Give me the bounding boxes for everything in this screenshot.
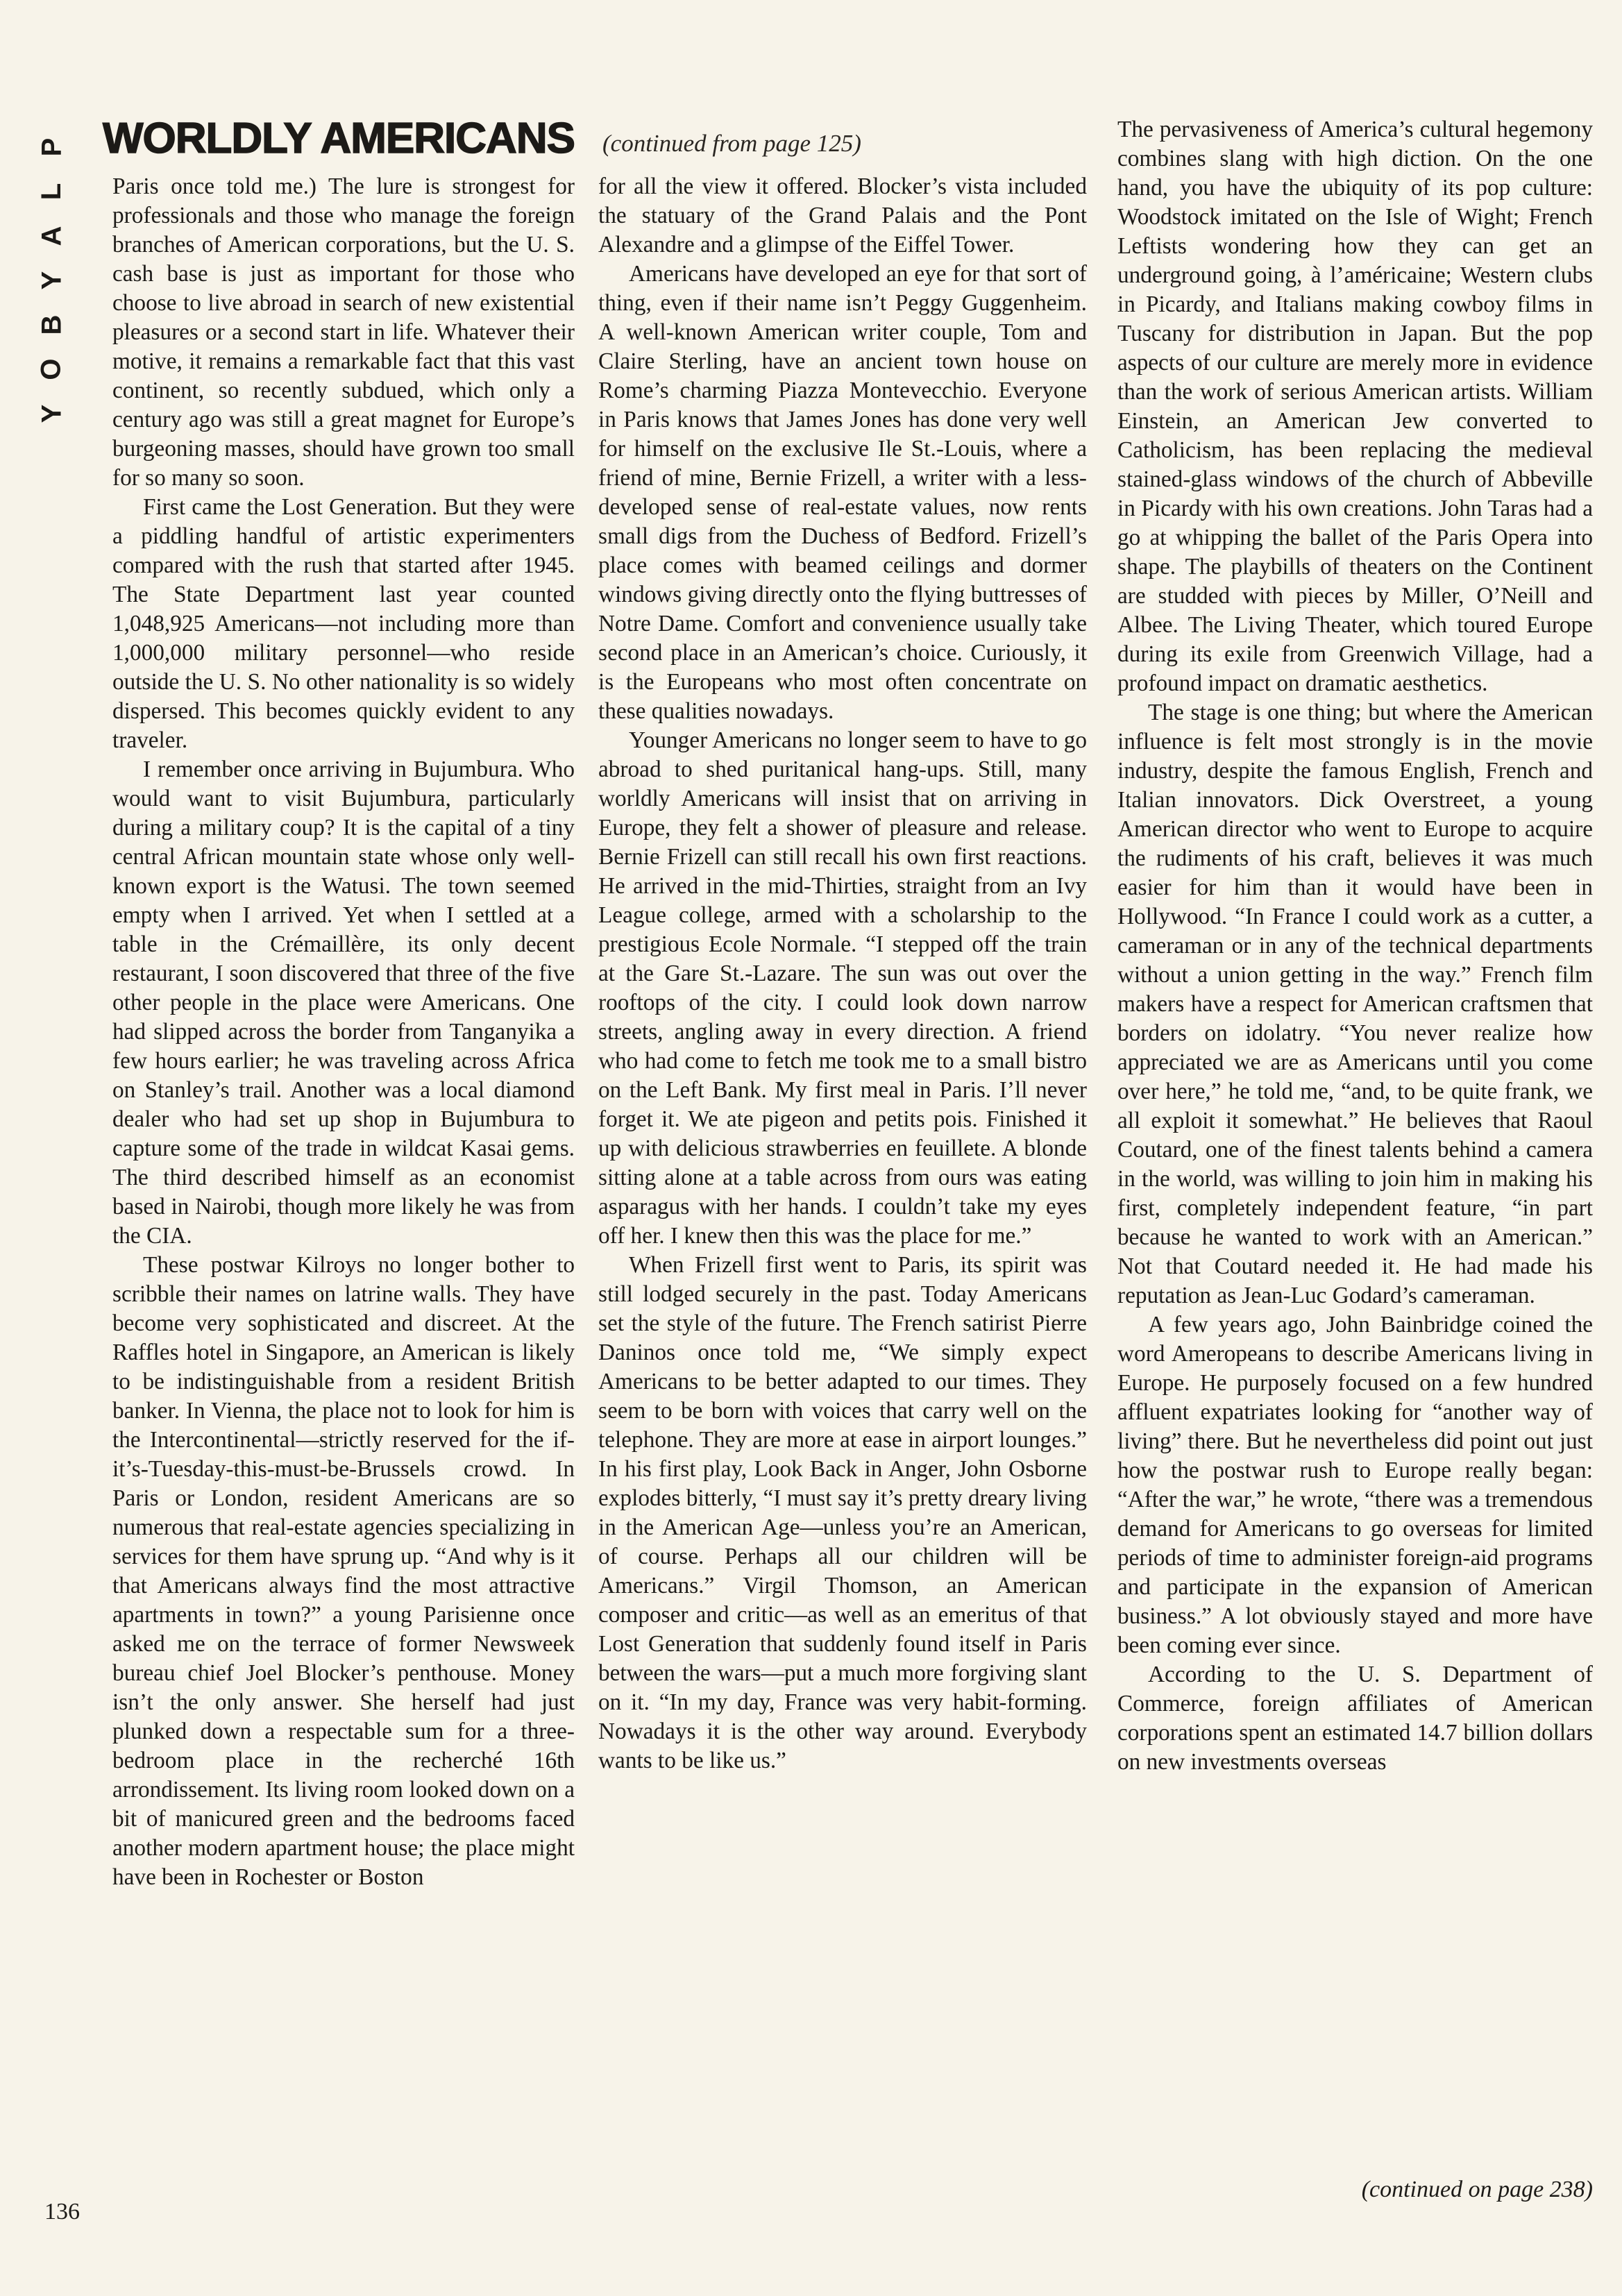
paragraph: According to the U. S. Department of Commerce, foreign affiliates of American corporations spent an estimated 14.7 billion dollars on new investments overseas — [1117, 1662, 1593, 1775]
continued-from-note: (continued from page 125) — [602, 130, 861, 157]
magazine-letter: Y — [36, 271, 67, 290]
page-number: 136 — [44, 2199, 80, 2225]
paragraph: First came the Lost Generation. But they were a piddling handful of artistic experimenters compared with the rush that started after 1945. The State Department last year counted 1,048,925 Americans—not including more than 1,000,000 military personnel—who reside outside the U. S. No other nationality is so widely dispersed. This becomes quickly evident to any traveler. — [112, 494, 575, 753]
magazine-letter: L — [36, 183, 67, 201]
paragraph: When Frizell first went to Paris, its spirit was still lodged securely in the past. Today Americans set the style of the future. The French satirist Pierre Daninos once told me, “We simply expect Americans to be better adapted to our times. They seem to be born with voices that carry well on the telephone. They are more at ease in airport lounges.” In his first play, Look Back in Anger, John Osborne explodes bitterly, “I must say it’s pretty dreary living in the American Age—unless you’re an American, of course. Perhaps all our children will be Americans.” Virgil Thomson, an American composer and critic—as well as an emeritus of that Lost Generation that suddenly found itself in Paris between the wars—put a much more forgiving slant on it. “In my day, France was very habit-forming. Nowadays it is the other way around. Everybody wants to be like us.” — [598, 1252, 1087, 1773]
paragraph: Americans have developed an eye for that sort of thing, even if their name isn’t Peggy Guggenheim. A well-known American writer couple, Tom and Claire Sterling, have an ancient town house on Rome’s charming Piazza Montevecchio. Everyone in Paris knows that James Jones has done very well for himself on the exclusive Ile St.-Louis, where a friend of mine, Bernie Frizell, a writer with a less-developed sense of real-estate values, now rents small digs from the Duchess of Bedford. Frizell’s place comes with beamed ceilings and dormer windows giving directly onto the flying buttresses of Notre Dame. Comfort and convenience usually take second place in an American’s choice. Curiously, it is the Europeans who most often concentrate on these qualities nowadays. — [598, 261, 1087, 724]
text-column-1 — [112, 172, 575, 1892]
magazine-letter: O — [36, 358, 67, 380]
magazine-name-vertical — [33, 125, 69, 436]
paragraph: These postwar Kilroys no longer bother to scribble their names on latrine walls. They have become very sophisticated and discreet. At the Raffles hotel in Singapore, an American is likely to be indistinguishable from a resident British banker. In Vienna, the place not to look for him is the Intercontinental—strictly reserved for the if-it’s-Tuesday-this-must-be-Brussels crowd. In Paris or London, resident Americans are so numerous that real-estate agencies specializing in services for them have sprung up. “And why is it that Americans always find the most attractive apartments in town?” a young Parisienne once asked me on the terrace of former Newsweek bureau chief Joel Blocker’s penthouse. Money isn’t the only answer. She herself had just plunked down a respectable sum for a three-bedroom place in the recherché 16th arrondissement. Its living room looked down on a bit of manicured green and the bedrooms faced another modern apartment house; the place might have been in Rochester or Boston — [112, 1252, 575, 1890]
text-column-2 — [598, 172, 1087, 1775]
paragraph: I remember once arriving in Bujumbura. Who would want to visit Bujumbura, particularly during a military coup? It is the capital of a tiny central African mountain state whose only well-known export is the Watusi. The town seemed empty when I arrived. Yet when I settled at a table in the Crémaillère, its only decent restaurant, I soon discovered that three of the five other people in the place were Americans. One had slipped across the border from Tanganyika a few hours earlier; he was traveling across Africa on Stanley’s trail. Another was a local diamond dealer who had set up shop in Bujumbura to capture some of the trade in wildcat Kasai gems. The third described himself as an economist based in Nairobi, though more likely he was from the CIA. — [112, 757, 575, 1249]
paragraph: for all the view it offered. Blocker’s vista included the statuary of the Grand Palais and the Pont Alexandre and a glimpse of the Eiffel Tower. — [598, 174, 1087, 258]
magazine-letter: B — [35, 314, 67, 335]
paragraph: A few years ago, John Bainbridge coined the word Ameropeans to describe Americans living in Europe. He purposely focused on a few hundred affluent expatriates looking for “another way of living” there. But he nevertheless did point out just how the postwar rush to Europe really began: “After the war,” he wrote, “there was a tremendous demand for Americans to go overseas for limited periods of time to administer foreign-aid programs and participate in the expansion of American business.” A lot obviously stayed and more have been coming ever since. — [1117, 1312, 1593, 1658]
article-headline: WORLDLY AMERICANS — [103, 115, 575, 162]
continued-on-note: (continued on page 238) — [1361, 2177, 1593, 2202]
paragraph: Younger Americans no longer seem to have to go abroad to shed puritanical hang-ups. Still, many worldly Americans will insist that on arriving in Europe, they felt a shower of pleasure and release. Bernie Frizell can still recall his own first reactions. He arrived in the mid-Thirties, straight from an Ivy League college, armed with a scholarship to the prestigious Ecole Normale. “I stepped off the train at the Gare St.-Lazare. The sun was out over the rooftops of the city. I could look down narrow streets, angling away in every direction. A friend who had come to fetch me took me to a small bistro on the Left Bank. My first meal in Paris. I’ll never forget it. We ate pigeon and petits pois. Finished it up with delicious strawberries en feuillete. A blonde sitting alone at a table across from ours was eating asparagus with her hands. I couldn’t take my eyes off her. I knew then this was the place for me.” — [598, 727, 1087, 1249]
paragraph: The pervasiveness of America’s cultural hegemony combines slang with high diction. On the one hand, you have the ubiquity of its pop culture: Woodstock imitated on the Isle of Wight; French Leftists wondering how they can get an underground going, à l’américaine; Western clubs in Picardy, and Italians making cowboy films in Tuscany for distribution in Japan. But the pop aspects of our culture are merely more in evidence than the work of serious American artists. William Einstein, an American Jew converted to Catholicism, has been replacing the medieval stained-glass windows of the church of Abbeville in Picardy with his own creations. John Taras had a go at whipping the ballet of the Paris Opera into shape. The playbills of theaters on the Continent are studded with pieces by Miller, O’Neill and Albee. The Living Theater, which toured Europe during its exile from Greenwich Village, had a profound impact on dramatic aesthetics. — [1117, 117, 1593, 696]
magazine-letter: Y — [36, 404, 67, 423]
text-column-3 — [1117, 115, 1593, 1777]
magazine-letter: P — [36, 137, 67, 157]
paragraph: The stage is one thing; but where the American influence is felt most strongly is in the movie industry, despite the famous English, French and Italian innovators. Dick Overstreet, a young American director who went to Europe to acquire the rudiments of his craft, believes it was much easier for him than it would have been in Hollywood. “In France I could work as a cutter, a cameraman or in any of the technical departments without a union getting in the way.” French film makers have a respect for American craftsmen that borders on idolatry. “You never realize how appreciated we are as Americans until you come over here,” he told me, “and, to be quite frank, we all exploit it somewhat.” He believes that Raoul Coutard, one of the finest talents behind a camera in the world, was willing to join him in making his first, completely independent feature, “in part because he wanted to work with an American.” Not that Coutard needed it. He had made his reputation as Jean-Luc Godard’s cameraman. — [1117, 700, 1593, 1308]
paragraph: Paris once told me.) The lure is strongest for professionals and those who manage the foreign branches of American corporations, but the U. S. cash base is just as important for those who choose to live abroad in search of new existential pleasures or a second start in life. Whatever their motive, it remains a remarkable fact that this vast continent, so recently subdued, which only a century ago was still a great magnet for Europe’s burgeoning masses, should have grown too small for so many so soon. — [112, 174, 575, 491]
magazine-letter: A — [35, 226, 67, 246]
